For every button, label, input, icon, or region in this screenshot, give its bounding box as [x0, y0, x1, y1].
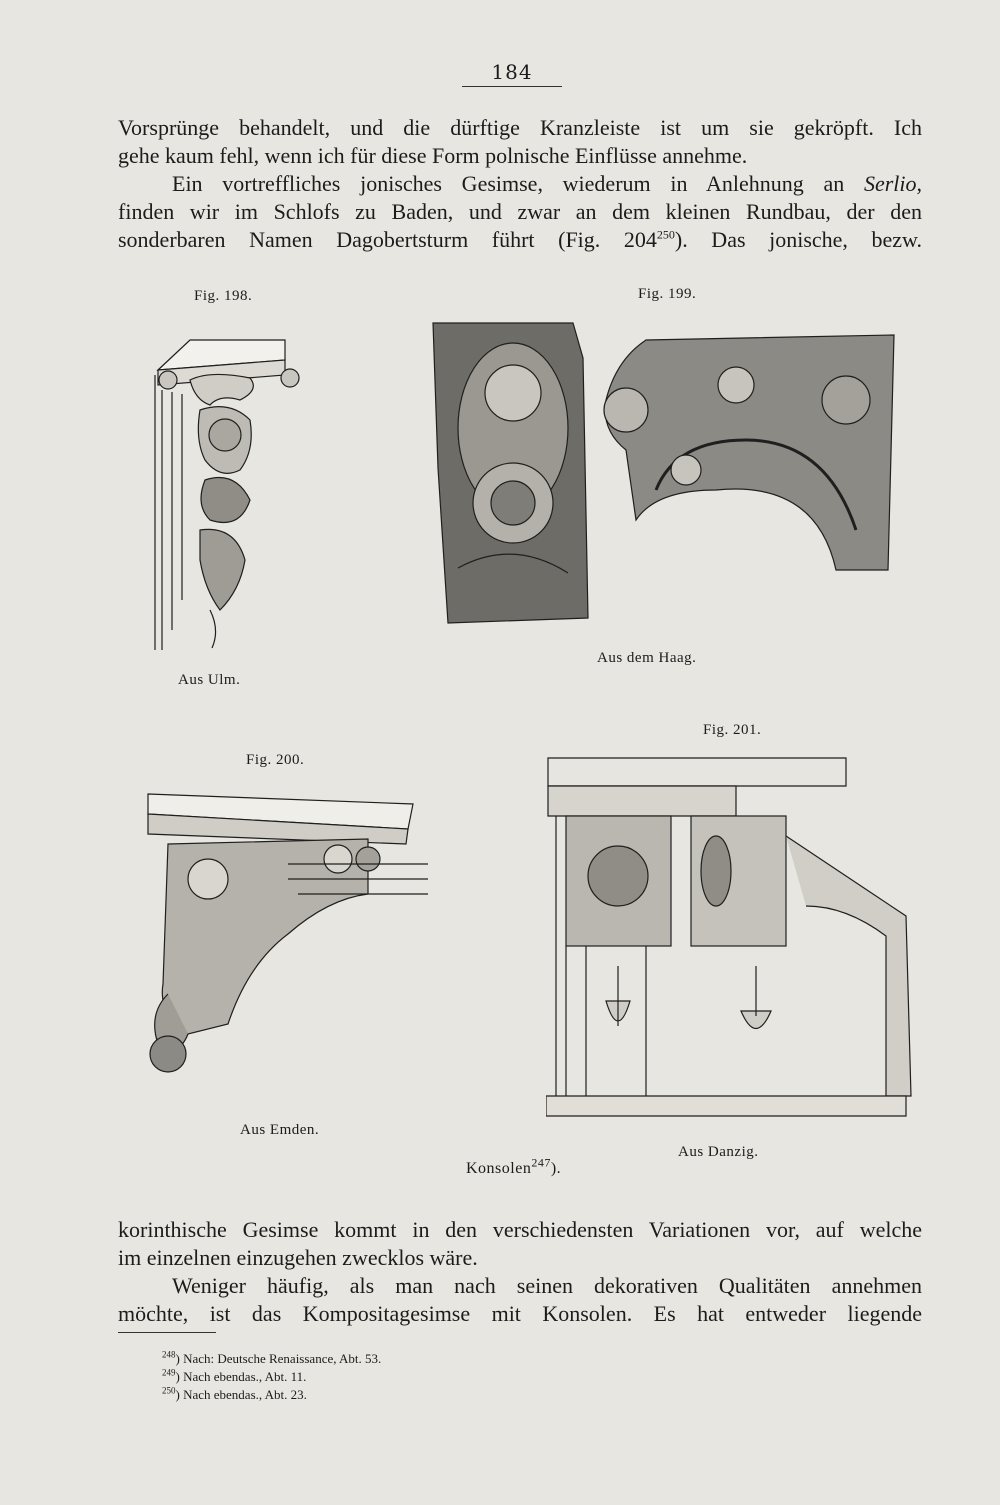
- page-number: 184: [491, 60, 533, 84]
- fig-198-illustration: [150, 330, 310, 655]
- fig-199-caption: Aus dem Haag.: [597, 650, 697, 666]
- text-line: Ein vortreffliches jonisches Gesimse, wiederum in Anlehnung an Serlio,: [172, 171, 922, 196]
- page-number-rule: [462, 86, 562, 87]
- footnote: $^{248}$) Nach: Deutsche Renaissance, Abt. 53.: [162, 1349, 382, 1366]
- top-paragraph: [118, 114, 922, 254]
- fig-198-label: Fig. 198.: [194, 288, 253, 304]
- bottom-paragraph: [118, 1216, 922, 1328]
- text-line: möchte, ist das Kompositagesimse mit Konsolen. Es hat entweder liegende: [118, 1301, 922, 1326]
- italic-name: Serlio,: [863, 171, 922, 196]
- text-line: finden wir im Schlofs zu Baden, und zwar an dem kleinen Rundbau, der den: [118, 199, 922, 224]
- fig-200-caption: Aus Emden.: [240, 1122, 320, 1138]
- fig-201-label: Fig. 201.: [703, 722, 762, 738]
- fig-199-label: Fig. 199.: [638, 286, 697, 302]
- text-line: korinthische Gesimse kommt in den verschiedensten Variationen vor, auf welche: [118, 1217, 922, 1242]
- fig-199-left-illustration: [428, 318, 600, 630]
- footnote: $^{250}$) Nach ebendas., Abt. 23.: [162, 1385, 307, 1402]
- group-caption: Konsolen$^{247}$).: [466, 1155, 562, 1177]
- footnote-ref: 250: [656, 227, 675, 242]
- fig-199-right-illustration: [596, 330, 896, 580]
- text-line: im einzelnen einzugehen zwecklos wäre.: [118, 1245, 478, 1270]
- fig-201-caption: Aus Danzig.: [678, 1144, 759, 1160]
- text-line: Weniger häufig, als man nach seinen dekorativen Qualitäten annehmen: [172, 1273, 922, 1298]
- text-line: Vorsprünge behandelt, und die dürftige Kranzleiste ist um sie gekröpft. Ich: [118, 115, 922, 140]
- fig-201-illustration: [546, 756, 916, 1136]
- footnote: $^{249}$) Nach ebendas., Abt. 11.: [162, 1367, 307, 1384]
- fig-198-caption: Aus Ulm.: [178, 672, 241, 688]
- footnote-rule: [118, 1332, 216, 1333]
- text-line: gehe kaum fehl, wenn ich für diese Form polnische Einflüsse annehme.: [118, 143, 748, 168]
- text-line: sonderbaren Namen Dagobertsturm führt (Fig. $204^{250}$). Das jonische, bezw.: [118, 227, 922, 252]
- fig-200-illustration: [128, 784, 438, 1109]
- fig-200-label: Fig. 200.: [246, 752, 305, 768]
- footnotes: [162, 1350, 381, 1404]
